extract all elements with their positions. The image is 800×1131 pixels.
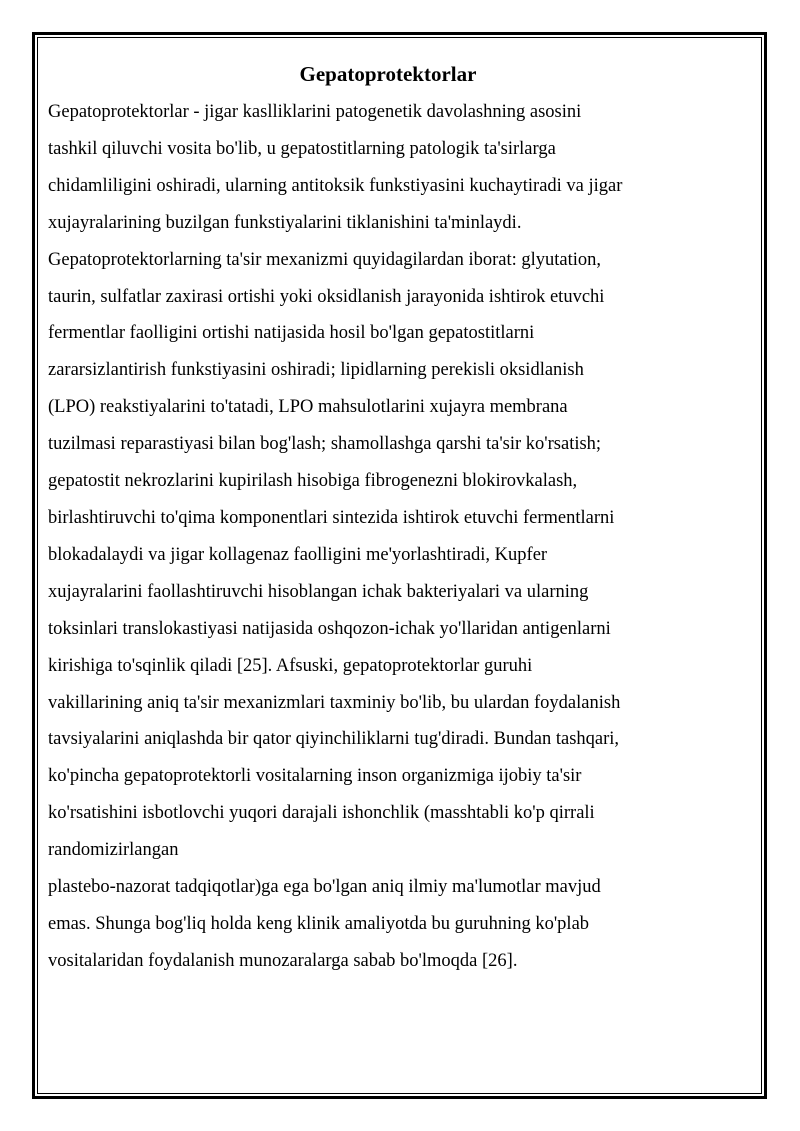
document-body: Gepatoprotektorlar - jigar kaslliklarini patogenetik davolashning asosini tashkil qiluvchi vosita bo'lib, u gepatostitlarning patologik ta'sirlarga chidamliligini oshiradi, ularning antitoksik funkstiyasini kuchaytiradi va jigar xujayralarining buzilgan funkstiyalarini tiklanishini ta'minlaydi. Gepatoprotektorlarning ta'sir mexanizmi quyidagilardan iborat: glyutation, taurin, sulfatlar zaxirasi ortishi yoki oksidlanish jarayonida ishtirok etuvchi fermentlar faolligini ortishi natijasida hosil bo'lgan gepatostitlarni zararsizlantirish funkstiyasini oshiradi; lipidlarning perekisli oksidlanish (LPO) reakstiyalarini to'tatadi, LPO mahsulotlarini xujayra membrana tuzilmasi reparastiyasi bilan bog'lash; shamollashga qarshi ta'sir ko'rsatish; gepatostit nekrozlarini kupirilash hisobiga fibrogenezni blokirovkalash, birlashtiruvchi to'qima komponentlari sintezida ishtirok etuvchi fermentlarni blokadalaydi va jigar kollagenaz faolligini me'yorlashtiradi, Kupfer xujayralarini faollashtiruvchi hisoblangan ichak bakteriyalari va ularning toksinlari translokastiyasi natijasida oshqozon-ichak yo'llaridan antigenlarni kirishiga to'sqinlik qiladi [25]. Afsuski, gepatoprotektorlar guruhi vakillarining aniq ta'sir mexanizmlari taxminiy bo'lib, bu ulardan foydalanish tavsiyalarini aniqlashda bir qator qiyinchiliklarni tug'diradi. Bundan tashqari, ko'pincha gepatoprotektorli vositalarning inson organizmiga ijobiy ta'sir ko'rsatishini isbotlovchi yuqori darajali ishonchlik (masshtabli ko'p qirrali randomizirlangan plastebo-nazorat tadqiqotlar)ga ega bo'lgan aniq ilmiy ma'lumotlar mavjud emas. Shunga bog'liq holda keng klinik amaliyotda bu guruhning ko'plab vositalaridan foydalanish munozaralarga sabab bo'lmoqda [26]. xyxy=(48,102,623,971)
document-title: Gepatoprotektorlar xyxy=(299,62,477,86)
document-content xyxy=(48,58,728,980)
